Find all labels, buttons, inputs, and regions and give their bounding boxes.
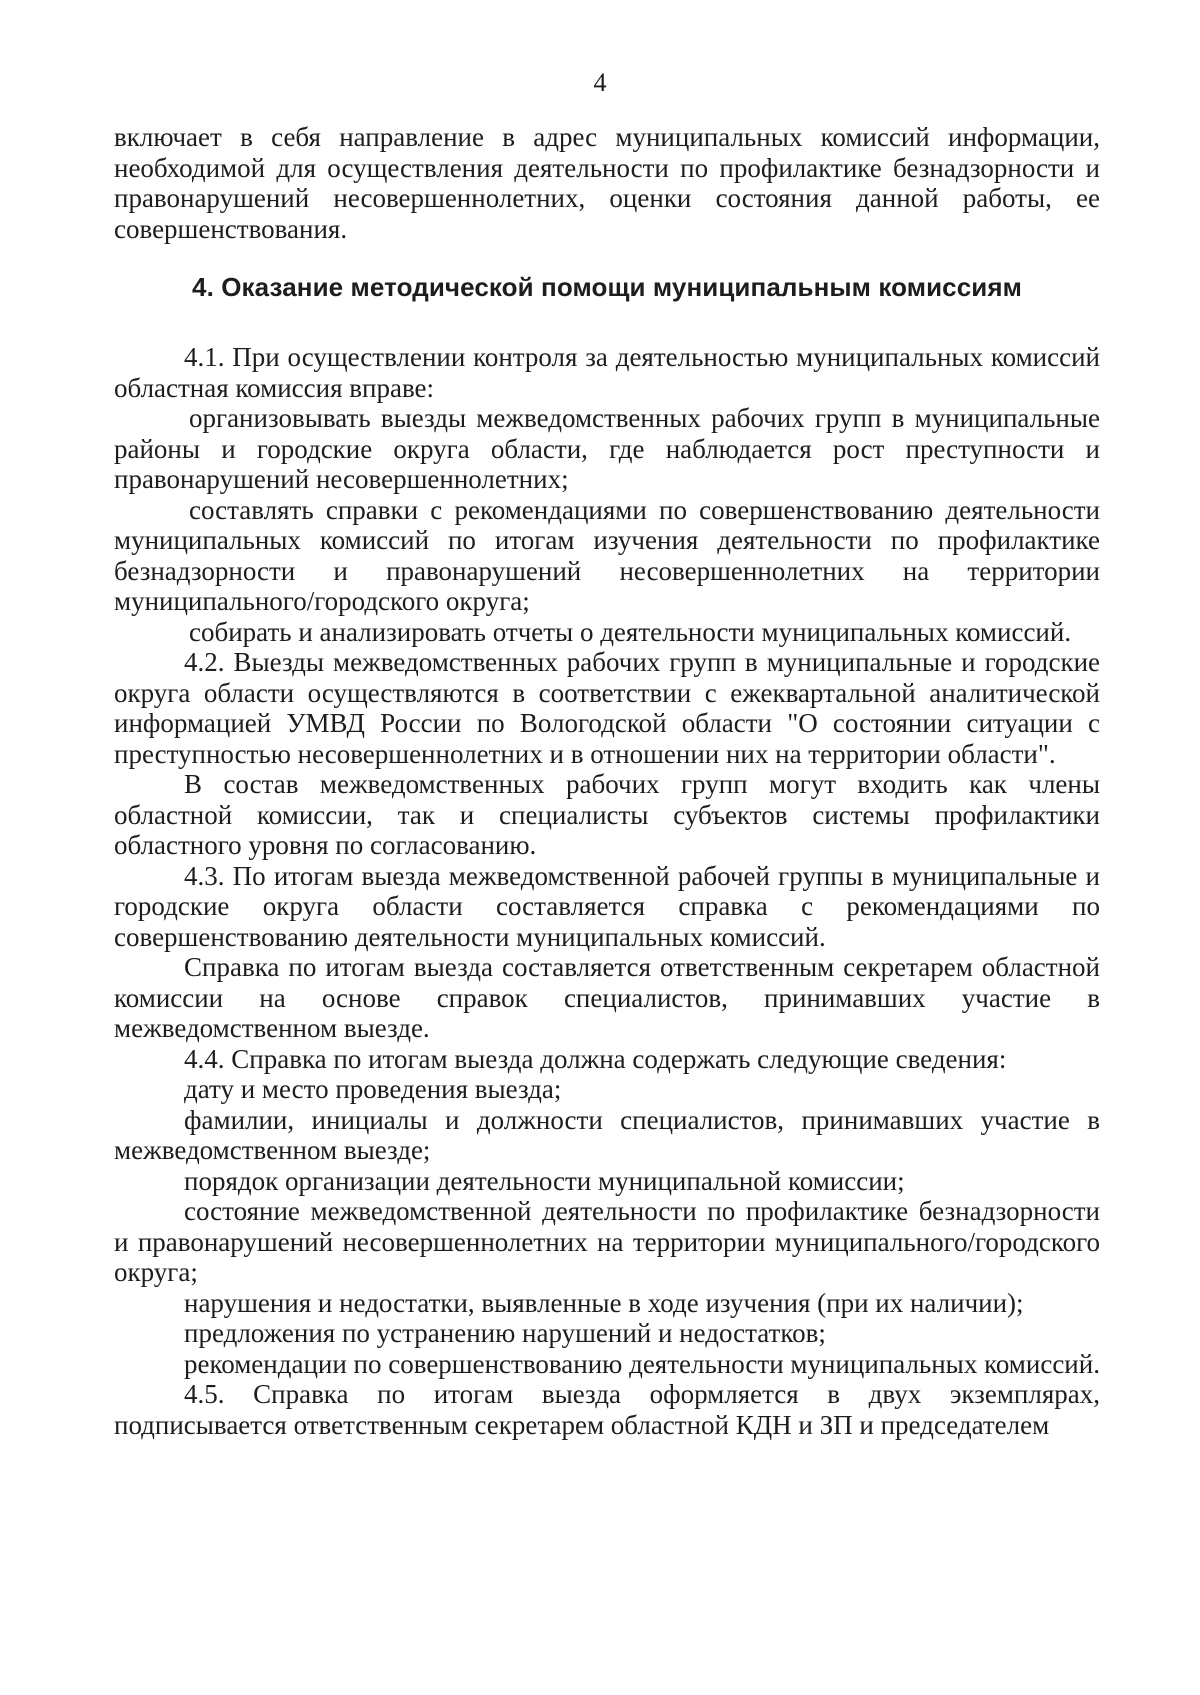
list-item-specialists: фамилии, инициалы и должности специалистов, принимавших участие в межведомственном выезде; bbox=[114, 1104, 1100, 1165]
list-item-interagency-state: состояние межведомственной деятельности по профилактике безнадзорности и правонарушений несовершеннолетних на территории муниципального/городского округа; bbox=[114, 1196, 1100, 1287]
list-item-collect-reports: собирать и анализировать отчеты о деятельности муниципальных комиссий. bbox=[189, 616, 1072, 647]
list-item-organization-order: порядок организации деятельности муниципальной комиссии; bbox=[184, 1165, 905, 1196]
page-number: 4 bbox=[593, 68, 607, 97]
section-body bbox=[114, 342, 1100, 1440]
paragraph-group-composition: В состав межведомственных рабочих групп могут входить как члены областной комиссии, так и специалисты субъектов системы профилактики областного уровня по согласованию. bbox=[114, 769, 1100, 860]
paragraph-4-5: 4.5. Справка по итогам выезда оформляется в двух экземплярах, подписывается ответственным секретарем областной КДН и ЗП и председателем bbox=[114, 1379, 1100, 1440]
continuation-paragraph: включает в себя направление в адрес муниципальных комиссий информации, необходимой для осуществления деятельности по профилактике безнадзорности и правонарушений несовершеннолетних, оценки состояния данной работы, ее совершенствования. bbox=[114, 122, 1100, 244]
section-heading: 4. Оказание методической помощи муниципальным комиссиям bbox=[192, 272, 1022, 302]
list-item-compile-reports: составлять справки с рекомендациями по совершенствованию деятельности муниципальных комиссий по итогам изучения деятельности по профилактике безнадзорности и правонарушений несовершеннолетних на территории муниципального/городского округа; bbox=[114, 494, 1100, 616]
paragraph-4-3: 4.3. По итогам выезда межведомственной рабочей группы в муниципальные и городские округа области составляется справка с рекомендациями по совершенствованию деятельности муниципальных комиссий. bbox=[114, 860, 1100, 952]
paragraph-4-2: 4.2. Выезды межведомственных рабочих групп в муниципальные и городские округа области осуществляются в соответствии с ежеквартальной аналитической информацией УМВД России по Вологодской области "О состоянии ситуации с преступностью несовершеннолетних и в отношении них на территории области". bbox=[114, 647, 1100, 769]
paragraph-4-4: 4.4. Справка по итогам выезда должна содержать следующие сведения: bbox=[184, 1043, 1007, 1074]
list-item-proposals: предложения по устранению нарушений и недостатков; bbox=[184, 1318, 826, 1348]
continuation-block bbox=[114, 122, 1100, 244]
list-item-organize-visits: организовывать выезды межведомственных рабочих групп в муниципальные районы и городские округа области, где наблюдается рост преступности и правонарушений несовершеннолетних; bbox=[114, 403, 1100, 494]
paragraph-report-prepared: Справка по итогам выезда составляется ответственным секретарем областной комиссии на основе справок специалистов, принимавших участие в межведомственном выезде. bbox=[114, 952, 1100, 1043]
list-item-date-place: дату и место проведения выезда; bbox=[184, 1074, 562, 1104]
paragraph-4-1: 4.1. При осуществлении контроля за деятельностью муниципальных комиссий областная комиссия вправе: bbox=[114, 342, 1100, 403]
list-item-violations: нарушения и недостатки, выявленные в ходе изучения (при их наличии); bbox=[184, 1287, 1024, 1318]
list-item-recommendations: рекомендации по совершенствованию деятельности муниципальных комиссий. bbox=[184, 1348, 1100, 1379]
